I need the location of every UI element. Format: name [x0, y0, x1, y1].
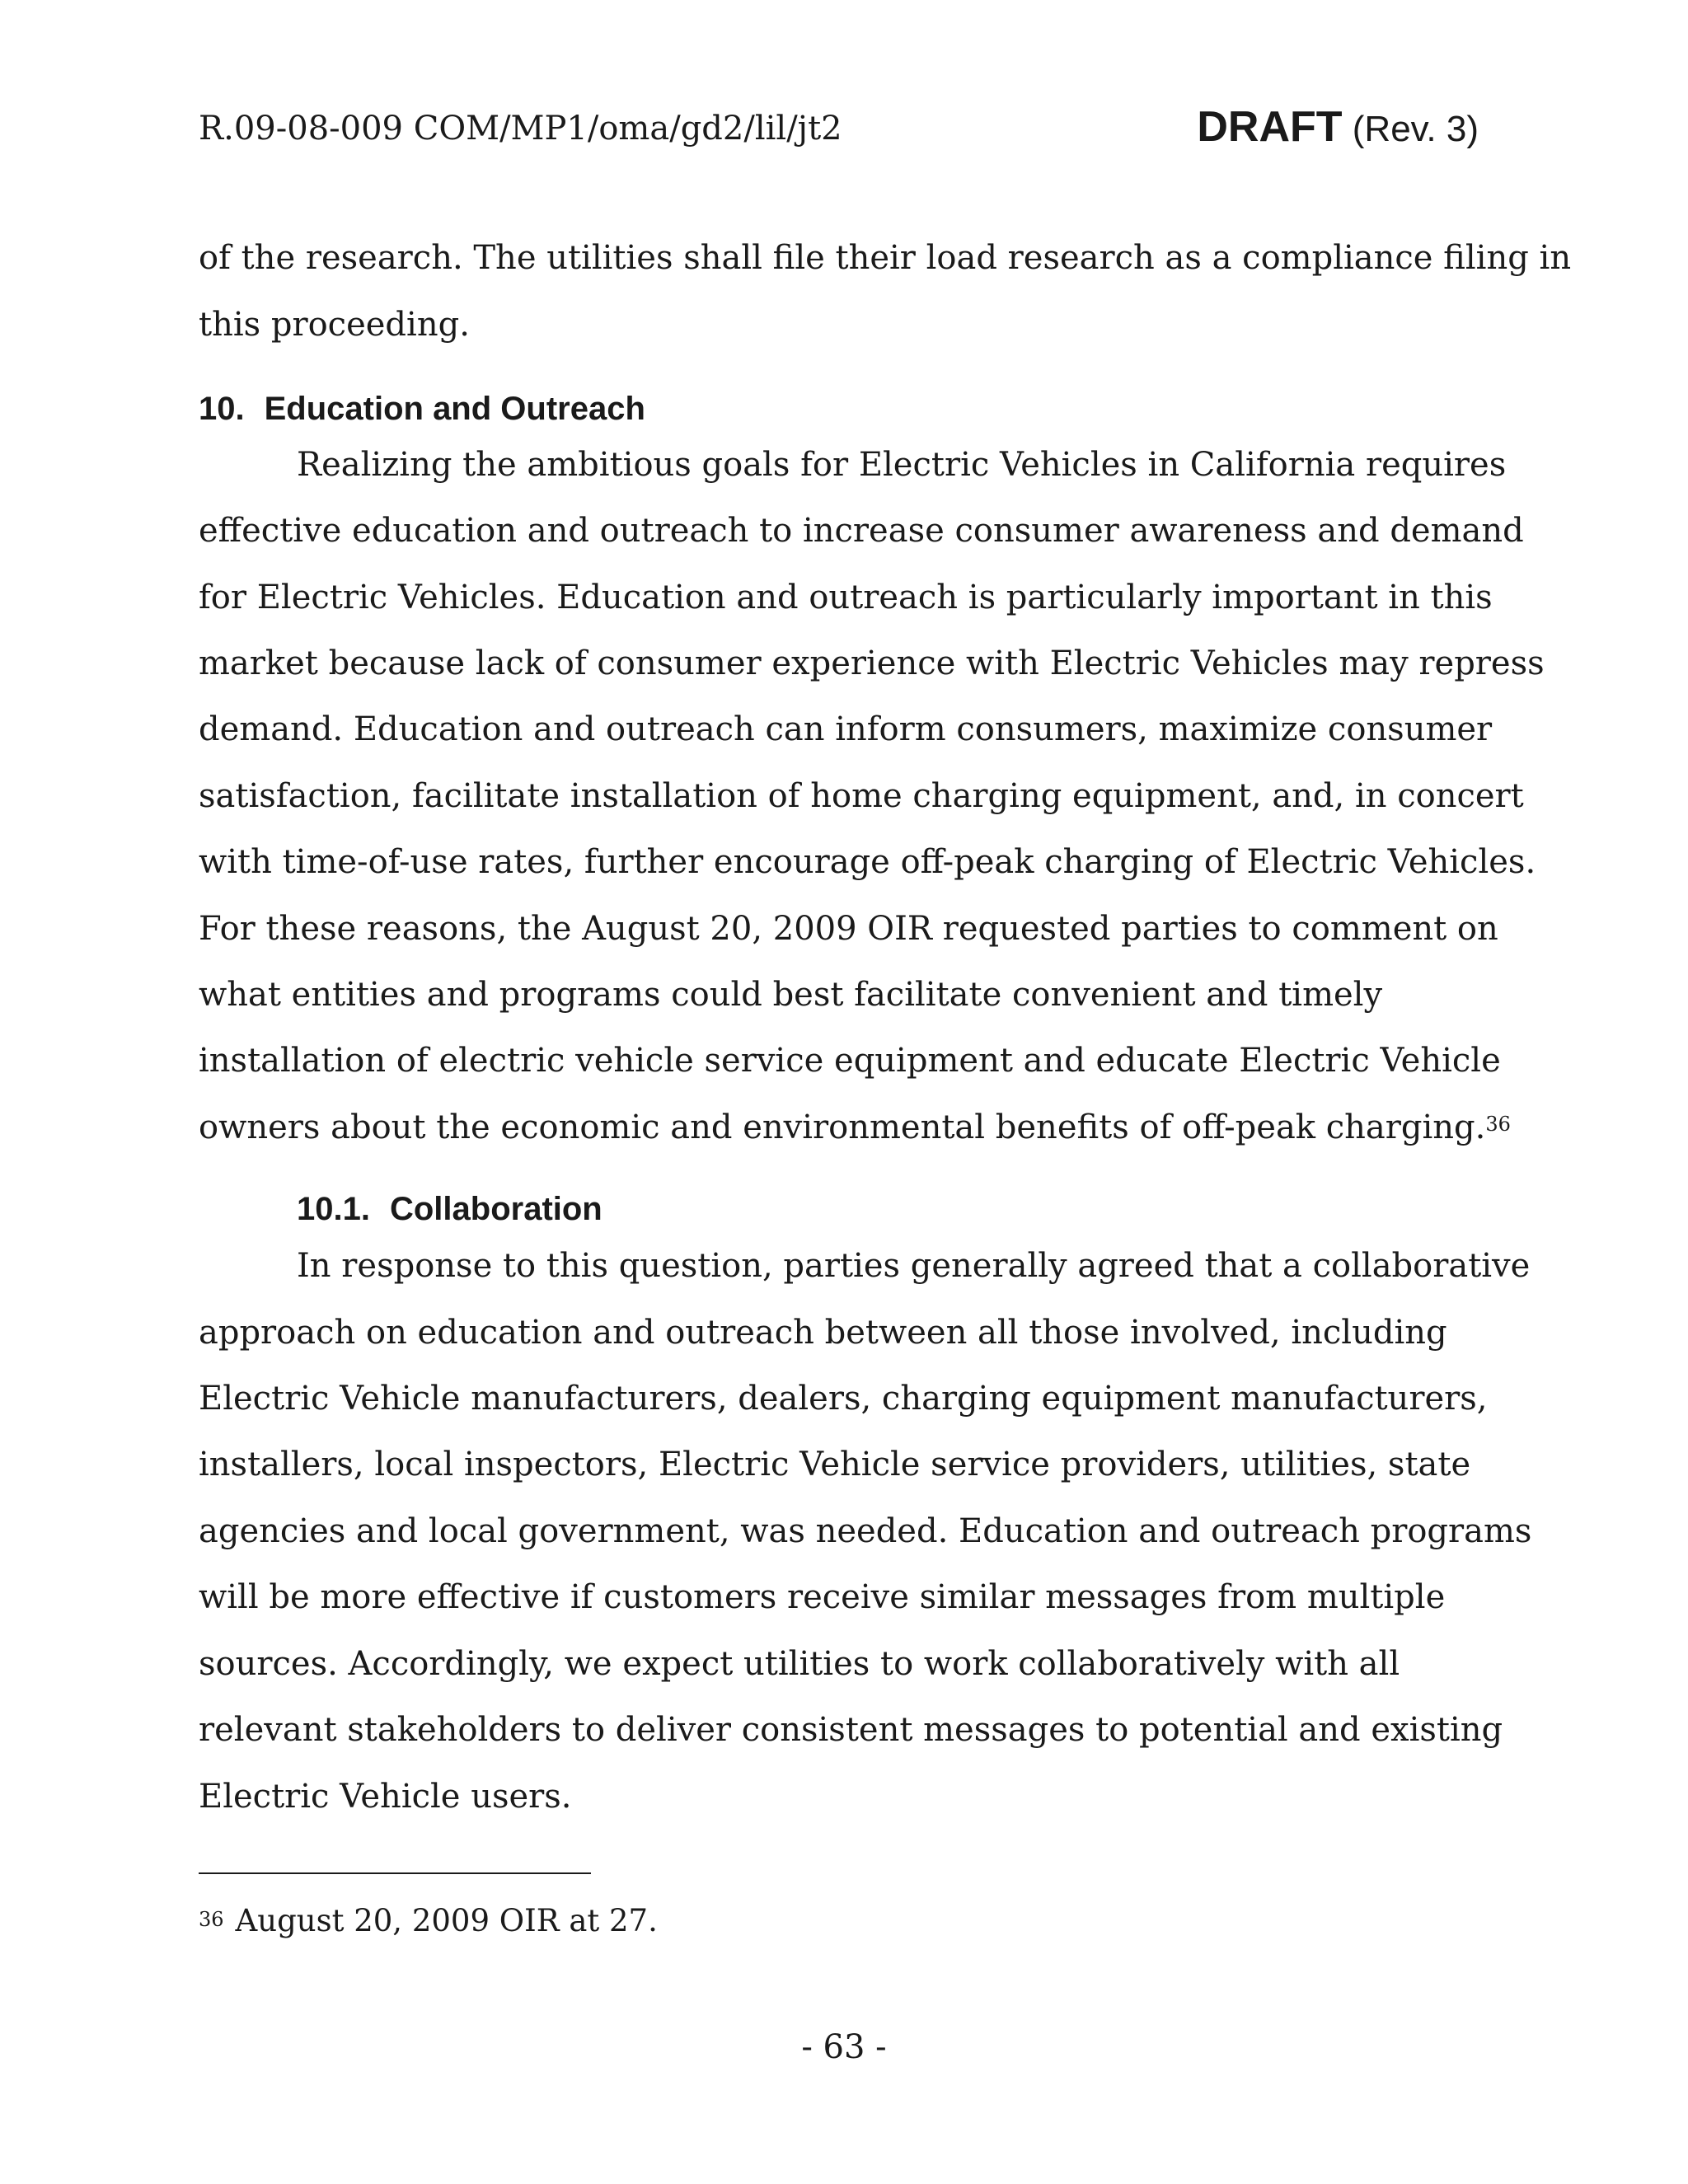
- paragraph-line: with time-of-use rates, further encourage off-peak charging of Electric Vehicles.: [199, 843, 1536, 881]
- section-number: 10.: [199, 391, 245, 427]
- intro-line: of the research. The utilities shall file their load research as a compliance filing in: [199, 239, 1572, 277]
- footnote: [199, 1898, 658, 1944]
- paragraph-line-with-footnote: [199, 1103, 1511, 1152]
- page-number: - 63 -: [801, 2028, 887, 2066]
- paragraph-line: relevant stakeholders to deliver consistent messages to potential and existing: [199, 1711, 1503, 1749]
- paragraph-line: owners about the economic and environmental benefits of off-peak charging.: [199, 1108, 1486, 1146]
- subsection-number: 10.1.: [297, 1191, 370, 1227]
- paragraph-line: Electric Vehicle manufacturers, dealers, charging equipment manufacturers,: [199, 1380, 1488, 1418]
- footnote-reference[interactable]: 36: [1485, 1113, 1511, 1136]
- paragraph-line: sources. Accordingly, we expect utilities to work collaboratively with all: [199, 1645, 1400, 1683]
- paragraph-line: for Electric Vehicles. Education and outreach is particularly important in this: [199, 579, 1493, 616]
- paragraph-line: installation of electric vehicle service equipment and educate Electric Vehicle: [199, 1042, 1501, 1080]
- revision-label: (Rev. 3): [1352, 109, 1479, 149]
- footnote-text: August 20, 2009 OIR at 27.: [235, 1903, 658, 1938]
- subsection-title: Collaboration: [389, 1191, 603, 1227]
- paragraph-line: approach on education and outreach between all those involved, including: [199, 1314, 1447, 1352]
- paragraph-line: satisfaction, facilitate installation of home charging equipment, and, in concert: [199, 777, 1524, 815]
- paragraph-line: Electric Vehicle users.: [199, 1778, 572, 1816]
- paragraph-line: effective education and outreach to increase consumer awareness and demand: [199, 512, 1524, 550]
- paragraph-line: installers, local inspectors, Electric Vehicle service providers, utilities, state: [199, 1446, 1471, 1483]
- paragraph-line: will be more effective if customers receive similar messages from multiple: [199, 1578, 1446, 1616]
- paragraph-line: For these reasons, the August 20, 2009 OIR requested parties to comment on: [199, 910, 1498, 948]
- paragraph-line: demand. Education and outreach can inform consumers, maximize consumer: [199, 710, 1493, 748]
- intro-line: this proceeding.: [199, 306, 470, 344]
- paragraph-line: market because lack of consumer experience with Electric Vehicles may repress: [199, 644, 1545, 682]
- section-heading: [199, 384, 645, 434]
- paragraph-line: agencies and local government, was needed. Education and outreach programs: [199, 1512, 1532, 1550]
- docket-number: R.09-08-009 COM/MP1/oma/gd2/lil/jt2: [199, 110, 842, 148]
- footnote-number: 36: [199, 1908, 224, 1931]
- paragraph-line: Realizing the ambitious goals for Electric Vehicles in California requires: [297, 446, 1507, 484]
- draft-status: [1197, 101, 1479, 156]
- footnote-separator: [199, 1872, 591, 1874]
- draft-label: DRAFT: [1197, 103, 1343, 151]
- paragraph-line: In response to this question, parties generally agreed that a collaborative: [297, 1247, 1531, 1285]
- section-title: Education and Outreach: [264, 391, 645, 427]
- subsection-heading: [297, 1184, 603, 1234]
- paragraph-line: what entities and programs could best facilitate convenient and timely: [199, 976, 1383, 1014]
